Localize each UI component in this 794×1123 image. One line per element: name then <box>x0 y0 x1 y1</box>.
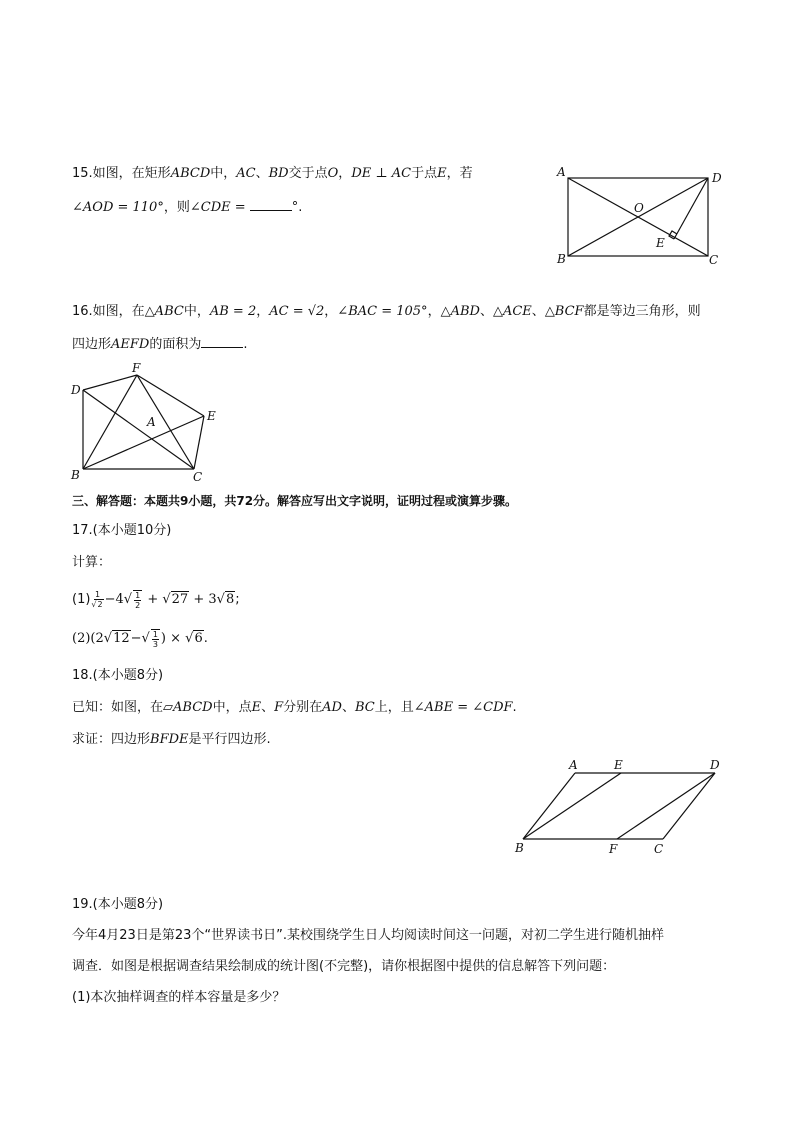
label-D: D <box>71 383 81 397</box>
label-E: E <box>656 236 665 250</box>
q18-given: 已知：如图，在▱ABCD中，点E、F分别在AD、BC上，且∠ABE = ∠CDF. <box>72 700 517 715</box>
q16-triangles-figure <box>66 360 226 485</box>
label-B: B <box>71 468 80 482</box>
section-3-header: 三、解答题：本题共9小题，共72分。解答应写出文字说明，证明过程或演算步骤。 <box>72 494 518 508</box>
q19-sub1: (1)本次抽样调查的样本容量是多少？ <box>72 990 286 1005</box>
q17-part2: (2)(2√12−√ $\frac{1}{3}$ ) × √6. <box>72 629 208 649</box>
label-A: A <box>557 165 566 179</box>
answer-blank <box>250 198 292 211</box>
label-B: B <box>557 252 566 266</box>
label-C: C <box>709 253 719 267</box>
label-E: E <box>614 758 623 772</box>
label-D: D <box>712 171 722 185</box>
q15-line2: ∠AOD = 110°，则∠CDE = °. <box>72 200 303 215</box>
q16-line2: 四边形AEFD的面积为 . <box>72 337 248 352</box>
q15-rectangle-figure <box>550 160 730 270</box>
q18-parallelogram-figure <box>505 755 735 860</box>
label-O: O <box>634 201 644 215</box>
q17-part1: (1) $\frac{1}{√2}$ −4√ $\frac{1}{2}$ + √27 + 3√8; <box>72 590 240 610</box>
label-F: F <box>609 842 618 856</box>
q17-prompt: 计算： <box>72 555 112 570</box>
q19-text1: 今年4月23日是第23个“世界读书日”.某校围绕学生日人均阅读时间这一问题，对初二学生进行随机抽样 <box>72 928 664 943</box>
answer-blank <box>201 335 243 348</box>
label-C: C <box>654 842 664 856</box>
q17-header: 17.(本小题10分) <box>72 523 172 538</box>
q18-prove: 求证：四边形BFDE是平行四边形. <box>72 732 271 747</box>
q18-header: 18.(本小题8分) <box>72 668 164 683</box>
label-E: E <box>207 409 216 423</box>
label-C: C <box>193 470 203 484</box>
q16-line1: 16.如图，在△ABC中，AB = 2，AC = √2，∠BAC = 105°，△ABD、△ACE、△BCF都是等边三角形，则 <box>72 304 701 319</box>
label-F: F <box>132 361 141 375</box>
q19-header: 19.(本小题8分) <box>72 897 164 912</box>
label-A: A <box>147 415 156 429</box>
label-D: D <box>710 758 720 772</box>
label-B: B <box>515 841 524 855</box>
label-A: A <box>569 758 578 772</box>
q19-text2: 调查．如图是根据调查结果绘制成的统计图(不完整)，请你根据图中提供的信息解答下列问题： <box>72 959 616 974</box>
q15-line1: 15.如图，在矩形ABCD中，AC、BD交于点O，DE ⊥ AC于点E，若 <box>72 166 473 181</box>
